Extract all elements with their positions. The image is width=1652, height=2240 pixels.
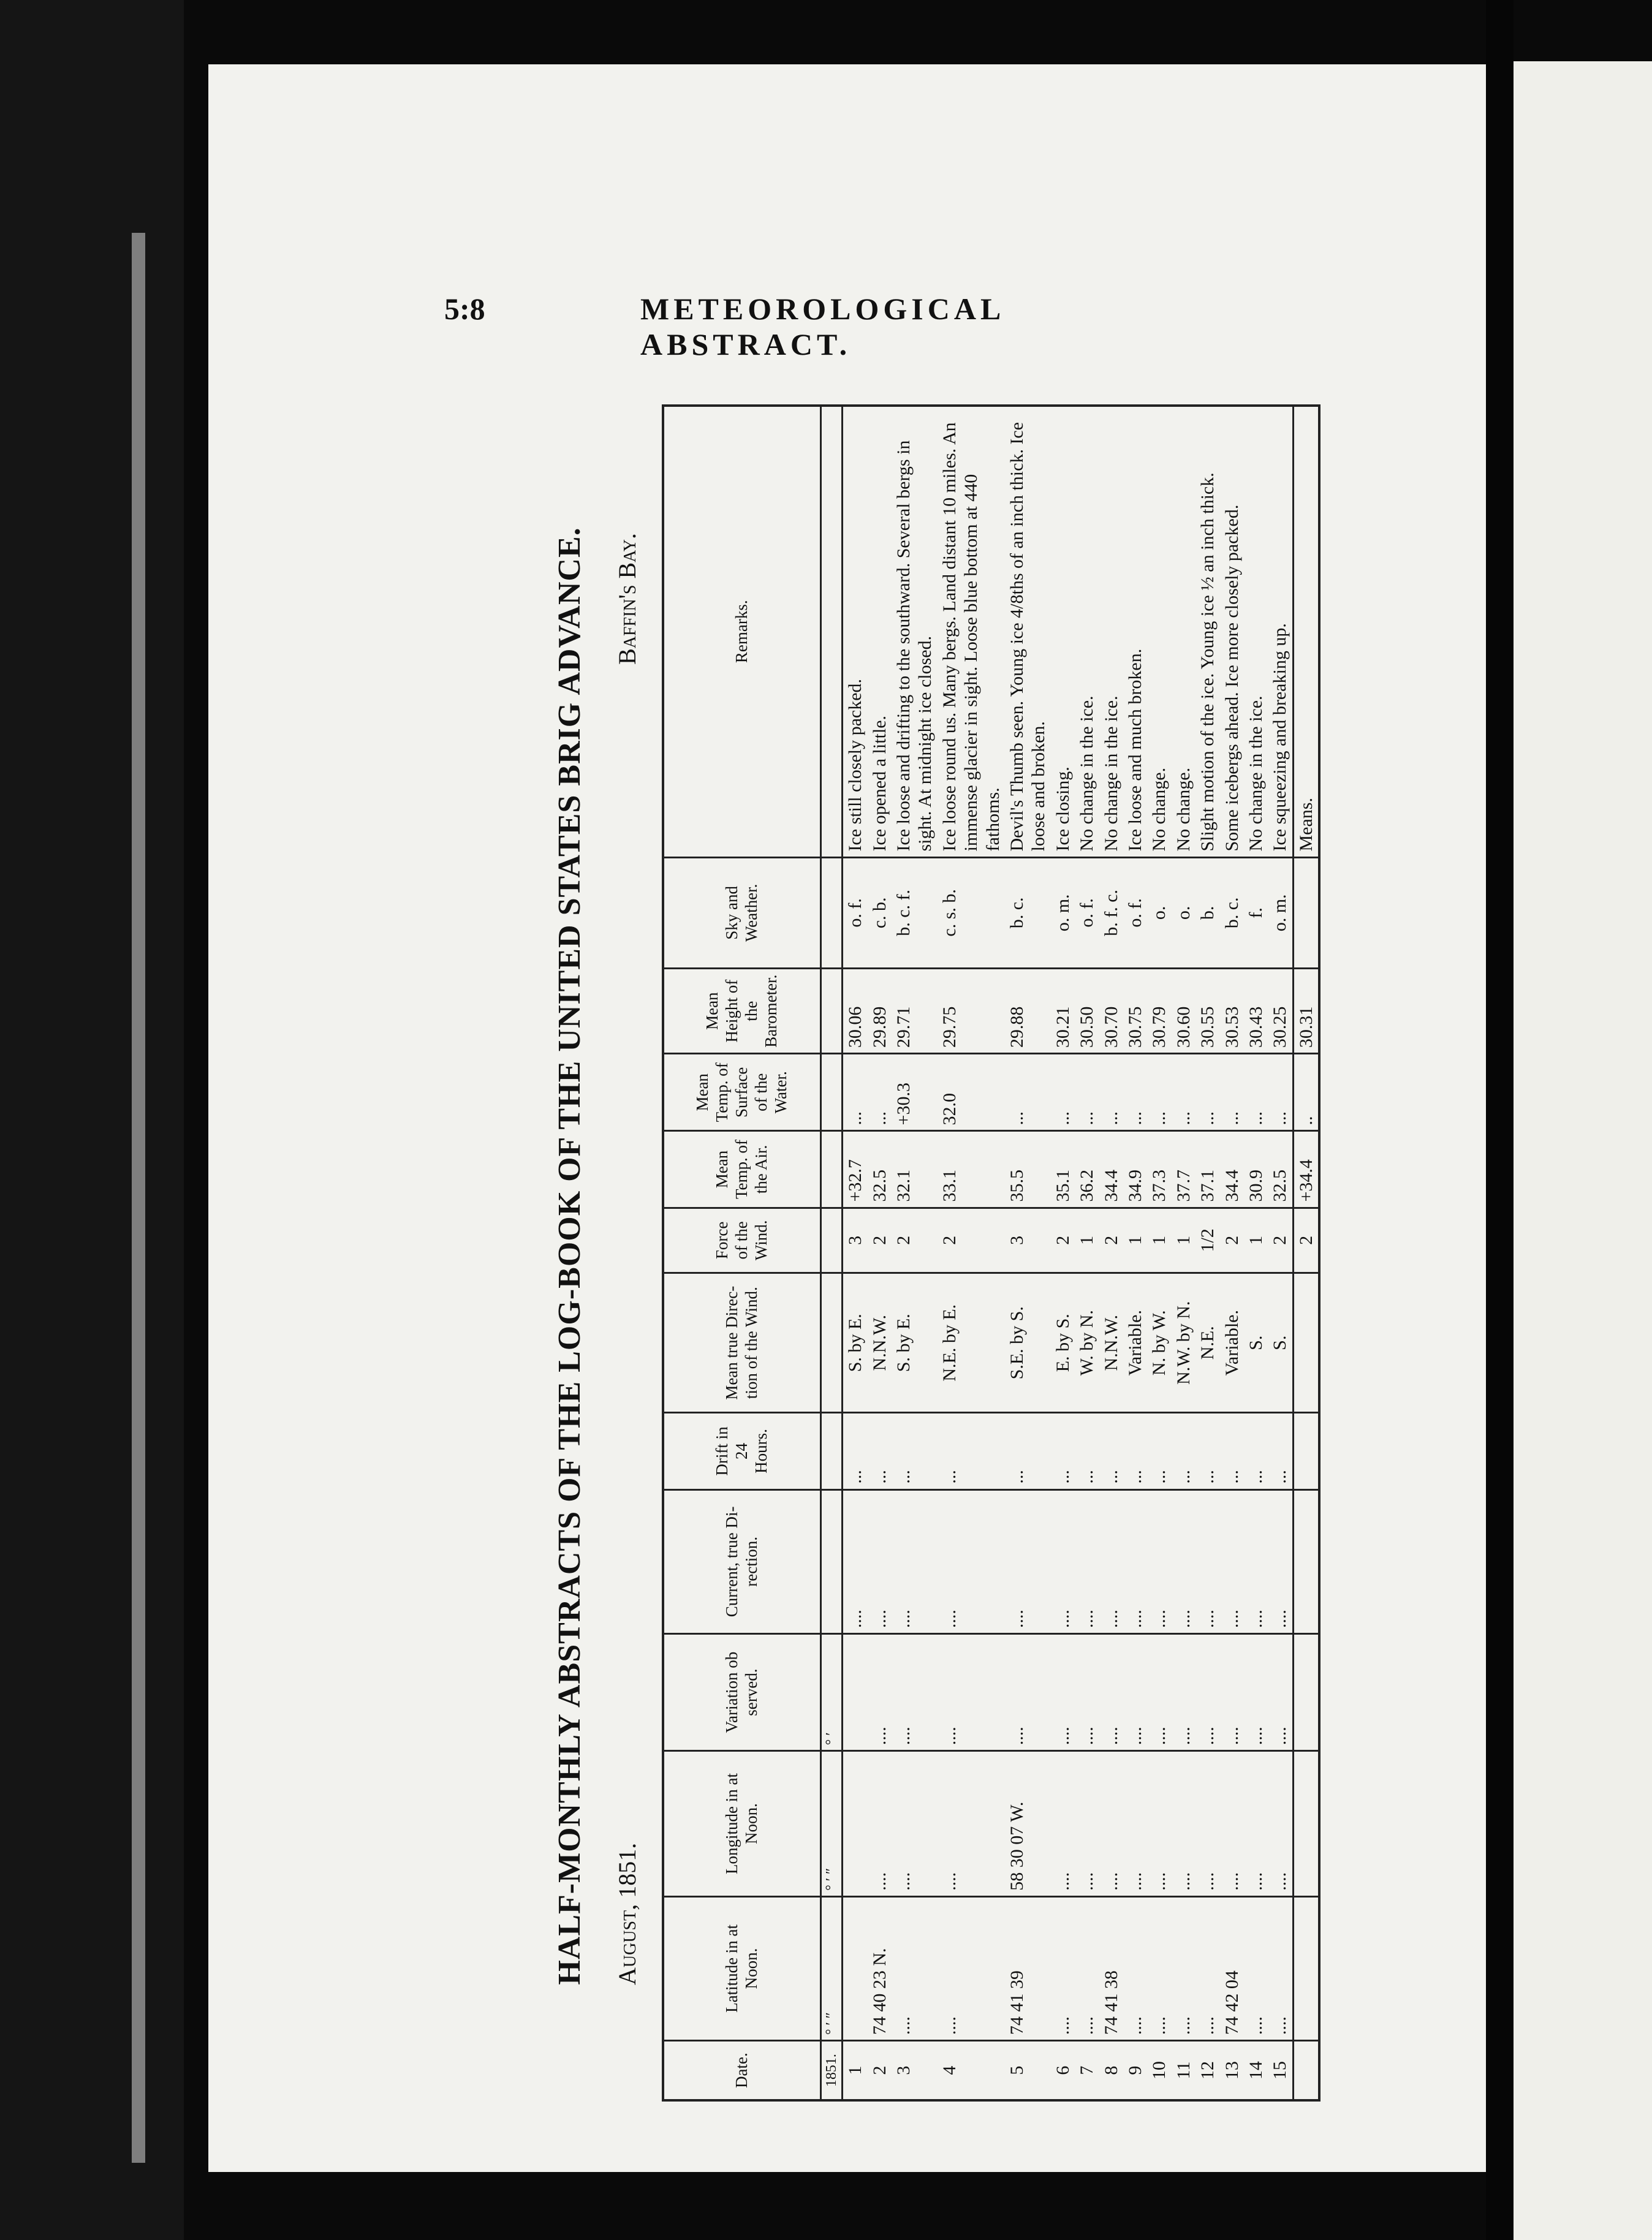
cell-drift: ... <box>1099 1413 1123 1489</box>
cell-wind-direction: S. by E. <box>843 1273 868 1413</box>
cell-remarks: Ice opened a little. <box>868 406 892 857</box>
cell-variation: .... <box>1147 1634 1171 1751</box>
cell-sky: o. m. <box>1051 857 1075 969</box>
means-row <box>1293 406 1319 2100</box>
cell-date: 15 <box>1268 2041 1293 2100</box>
cell-water-temp: ... <box>1147 1054 1171 1131</box>
cell-water-temp: ... <box>1051 1054 1075 1131</box>
cell-wind-direction: N. by W. <box>1147 1273 1171 1413</box>
cell-wind-force: 2 <box>1268 1208 1293 1273</box>
cell-remarks: Ice loose and drifting to the southward. Several bergs in sight. At midnight ice closed. <box>892 406 938 857</box>
cell-air-temp: 36.2 <box>1075 1131 1099 1208</box>
table-row <box>938 406 1005 2100</box>
cell-longitude: .... <box>892 1751 938 1896</box>
cell-current: .... <box>868 1489 892 1633</box>
cell-drift: ... <box>1244 1413 1268 1489</box>
unit-lon: ° ′ ″ <box>821 1751 843 1896</box>
running-title: METEOROLOGICAL ABSTRACT. <box>640 292 1004 361</box>
col-barometer: Mean Height of the Barometer. <box>663 969 821 1054</box>
cell-barometer: 30.43 <box>1244 969 1268 1054</box>
cell-wind-force: 1 <box>1075 1208 1099 1273</box>
cell-date: 12 <box>1195 2041 1219 2100</box>
col-drift: Drift in 24 Hours. <box>663 1413 821 1489</box>
cell-drift: ... <box>1005 1413 1051 1489</box>
cell-drift: ... <box>1075 1413 1099 1489</box>
cell-drift: ... <box>1220 1413 1244 1489</box>
cell-current: .... <box>1099 1489 1123 1633</box>
col-date: Date. <box>663 2041 821 2100</box>
cell-remarks: Ice loose and much broken. <box>1123 406 1147 857</box>
mean-water: .. <box>1293 1054 1319 1131</box>
cell-wind-force: 2 <box>1099 1208 1123 1273</box>
cell-sky: o. <box>1147 857 1171 969</box>
cell-water-temp: ... <box>1099 1054 1123 1131</box>
cell-current: .... <box>1268 1489 1293 1633</box>
cell-wind-force: 1 <box>1172 1208 1195 1273</box>
table-row <box>1147 406 1171 2100</box>
cell-longitude: .... <box>1172 1751 1195 1896</box>
cell-current: .... <box>843 1489 868 1633</box>
col-latitude: Latitude in at Noon. <box>663 1896 821 2040</box>
cell-remarks: No change in the ice. <box>1075 406 1099 857</box>
cell-latitude: .... <box>938 1896 1005 2040</box>
cell-date: 10 <box>1147 2041 1171 2100</box>
cell-date: 13 <box>1220 2041 1244 2100</box>
rotated-table-block <box>551 374 1316 2138</box>
unit-var: ° ′ <box>821 1634 843 1751</box>
page-number: 5:8 <box>444 292 485 326</box>
cell-latitude: .... <box>1244 1896 1268 2040</box>
cell-sky: o. f. <box>1075 857 1099 969</box>
cell-remarks: Ice still closely packed. <box>843 406 868 857</box>
cell-air-temp: 37.7 <box>1172 1131 1195 1208</box>
cell-current: .... <box>1244 1489 1268 1633</box>
cell-date: 8 <box>1099 2041 1123 2100</box>
table-row <box>843 406 868 2100</box>
cell-drift: ... <box>892 1413 938 1489</box>
cell-drift: ... <box>1195 1413 1219 1489</box>
col-wind-direction: Mean true Direc- tion of the Wind. <box>663 1273 821 1413</box>
cell-latitude: .... <box>1123 1896 1147 2040</box>
cell-wind-force: 1/2 <box>1195 1208 1219 1273</box>
cell-latitude: .... <box>1147 1896 1171 2040</box>
cell-wind-direction: S. <box>1244 1273 1268 1413</box>
cell-barometer: 29.88 <box>1005 969 1051 1054</box>
cell-current: .... <box>1195 1489 1219 1633</box>
cell-longitude: .... <box>1195 1751 1219 1896</box>
cell-air-temp: 34.4 <box>1220 1131 1244 1208</box>
cell-sky: b. f. c. <box>1099 857 1123 969</box>
cell-current: .... <box>1005 1489 1051 1633</box>
cell-remarks: Ice closing. <box>1051 406 1075 857</box>
unit-lat: ° ′ ″ <box>821 1896 843 2040</box>
log-table <box>662 404 1320 2102</box>
cell-remarks: Devil's Thumb seen. Young ice 4/8ths of an inch thick. Ice loose and broken. <box>1005 406 1051 857</box>
cell-water-temp: ... <box>1123 1054 1147 1131</box>
cell-remarks: Some icebergs ahead. Ice more closely packed. <box>1220 406 1244 857</box>
cell-variation: .... <box>938 1634 1005 1751</box>
cell-remarks: No change. <box>1172 406 1195 857</box>
cell-wind-direction: Variable. <box>1123 1273 1147 1413</box>
cell-barometer: 30.70 <box>1099 969 1123 1054</box>
cell-air-temp: 30.9 <box>1244 1131 1268 1208</box>
cell-wind-direction: N.N.W. <box>1099 1273 1123 1413</box>
facing-page-edge <box>1514 61 1652 2240</box>
cell-date: 7 <box>1075 2041 1099 2100</box>
cell-water-temp: ... <box>1244 1054 1268 1131</box>
cell-drift: ... <box>1172 1413 1195 1489</box>
cell-drift: ... <box>1051 1413 1075 1489</box>
cell-latitude: 74 41 39 <box>1005 1896 1051 2040</box>
cell-wind-direction: N.E. <box>1195 1273 1219 1413</box>
cell-latitude: .... <box>1075 1896 1099 2040</box>
cell-longitude: .... <box>1051 1751 1075 1896</box>
cell-current: .... <box>1172 1489 1195 1633</box>
cell-variation: .... <box>1051 1634 1075 1751</box>
col-longitude: Longitude in at Noon. <box>663 1751 821 1896</box>
cell-wind-direction: N.E. by E. <box>938 1273 1005 1413</box>
table-row <box>892 406 938 2100</box>
cell-water-temp: ... <box>1268 1054 1293 1131</box>
cell-latitude: 74 40 23 N. <box>868 1896 892 2040</box>
cell-barometer: 30.79 <box>1147 969 1171 1054</box>
cell-air-temp: 35.1 <box>1051 1131 1075 1208</box>
cell-sky: o. f. <box>843 857 868 969</box>
cell-sky: o. m. <box>1268 857 1293 969</box>
table-title: HALF-MONTHLY ABSTRACTS OF THE LOG-BOOK OF THE UNITED STATES BRIG ADVANCE. <box>552 527 587 1985</box>
cell-barometer: 30.50 <box>1075 969 1099 1054</box>
cell-wind-direction: S.E. by S. <box>1005 1273 1051 1413</box>
cell-sky: b. <box>1195 857 1219 969</box>
cell-sky: o. f. <box>1123 857 1147 969</box>
page-header <box>254 291 1161 361</box>
cell-wind-force: 1 <box>1244 1208 1268 1273</box>
table-row <box>1051 406 1075 2100</box>
cell-date: 9 <box>1123 2041 1147 2100</box>
table-row <box>1195 406 1219 2100</box>
col-wind-force: Force of the Wind. <box>663 1208 821 1273</box>
cell-wind-direction: N.W. by N. <box>1172 1273 1195 1413</box>
col-sky: Sky and Weather. <box>663 857 821 969</box>
col-remarks: Remarks. <box>663 406 821 857</box>
cell-barometer: 29.89 <box>868 969 892 1054</box>
cell-air-temp: 32.5 <box>868 1131 892 1208</box>
cell-wind-direction: E. by S. <box>1051 1273 1075 1413</box>
cell-latitude: 74 42 04 <box>1220 1896 1244 2040</box>
cell-variation: .... <box>1005 1634 1051 1751</box>
table-row <box>1005 406 1051 2100</box>
cell-air-temp: 35.5 <box>1005 1131 1051 1208</box>
cell-date: 5 <box>1005 2041 1051 2100</box>
cell-water-temp: ... <box>1005 1054 1051 1131</box>
cell-current: .... <box>1123 1489 1147 1633</box>
cell-drift: ... <box>1147 1413 1171 1489</box>
book-spine <box>0 0 184 2240</box>
cell-sky: f. <box>1244 857 1268 969</box>
cell-longitude: .... <box>868 1751 892 1896</box>
table-row <box>1244 406 1268 2100</box>
cell-current: .... <box>938 1489 1005 1633</box>
cell-date: 11 <box>1172 2041 1195 2100</box>
cell-barometer: 30.75 <box>1123 969 1147 1054</box>
cell-air-temp: 33.1 <box>938 1131 1005 1208</box>
cell-drift: ... <box>868 1413 892 1489</box>
cell-remarks: No change. <box>1147 406 1171 857</box>
cell-sky: b. c. f. <box>892 857 938 969</box>
cell-variation: .... <box>1123 1634 1147 1751</box>
cell-variation: .... <box>892 1634 938 1751</box>
cell-variation: .... <box>1244 1634 1268 1751</box>
cell-variation: .... <box>1268 1634 1293 1751</box>
cell-air-temp: 37.1 <box>1195 1131 1219 1208</box>
cell-variation: .... <box>1075 1634 1099 1751</box>
cell-variation: .... <box>868 1634 892 1751</box>
cell-latitude: .... <box>1195 1896 1219 2040</box>
cell-air-temp: +32.7 <box>843 1131 868 1208</box>
cell-wind-force: 1 <box>1123 1208 1147 1273</box>
cell-date: 14 <box>1244 2041 1268 2100</box>
cell-water-temp: ... <box>1220 1054 1244 1131</box>
cell-wind-force: 3 <box>843 1208 868 1273</box>
cell-variation: .... <box>1220 1634 1244 1751</box>
cell-drift: ... <box>1123 1413 1147 1489</box>
cell-wind-force: 2 <box>938 1208 1005 1273</box>
cell-barometer: 29.71 <box>892 969 938 1054</box>
cell-sky: c. b. <box>868 857 892 969</box>
cell-barometer: 30.21 <box>1051 969 1075 1054</box>
mean-barometer: 30.31 <box>1293 969 1319 1054</box>
table-row <box>1268 406 1293 2100</box>
cell-longitude: .... <box>1220 1751 1244 1896</box>
cell-water-temp: ... <box>1195 1054 1219 1131</box>
cell-latitude <box>843 1896 868 2040</box>
units-row <box>821 406 843 2100</box>
cell-current: .... <box>1147 1489 1171 1633</box>
cell-remarks: Ice loose round us. Many bergs. Land distant 10 miles. An immense glacier in sight. Loose blue bottom at 440 fathoms. <box>938 406 1005 857</box>
cell-date: 4 <box>938 2041 1005 2100</box>
table-row <box>1172 406 1195 2100</box>
cell-barometer: 30.53 <box>1220 969 1244 1054</box>
cell-drift: ... <box>1268 1413 1293 1489</box>
cell-longitude: .... <box>938 1751 1005 1896</box>
col-water-temp: Mean Temp. of Surface of the Water. <box>663 1054 821 1131</box>
unit-date: 1851. <box>821 2041 843 2100</box>
mean-air: +34.4 <box>1293 1131 1319 1208</box>
cell-remarks: No change in the ice. <box>1099 406 1123 857</box>
cell-latitude: 74 41 38 <box>1099 1896 1123 2040</box>
cell-current: .... <box>1220 1489 1244 1633</box>
cell-wind-direction: S. <box>1268 1273 1293 1413</box>
table-row <box>1099 406 1123 2100</box>
table-row <box>1220 406 1244 2100</box>
cell-wind-force: 3 <box>1005 1208 1051 1273</box>
col-variation: Variation ob served. <box>663 1634 821 1751</box>
cell-barometer: 30.25 <box>1268 969 1293 1054</box>
cell-latitude: .... <box>892 1896 938 2040</box>
cell-water-temp: ... <box>1172 1054 1195 1131</box>
cell-sky: c. s. b. <box>938 857 1005 969</box>
cell-drift: ... <box>938 1413 1005 1489</box>
cell-wind-force: 2 <box>1220 1208 1244 1273</box>
table-row <box>1123 406 1147 2100</box>
col-air-temp: Mean Temp. of the Air. <box>663 1131 821 1208</box>
cell-latitude: .... <box>1051 1896 1075 2040</box>
cell-water-temp: ... <box>843 1054 868 1131</box>
cell-remarks: Slight motion of the ice. Young ice ½ an inch thick. <box>1195 406 1219 857</box>
cell-date: 2 <box>868 2041 892 2100</box>
cell-wind-direction: Variable. <box>1220 1273 1244 1413</box>
cell-longitude <box>843 1751 868 1896</box>
cell-barometer: 30.55 <box>1195 969 1219 1054</box>
cell-wind-force: 2 <box>868 1208 892 1273</box>
page-gutter <box>1486 0 1514 2240</box>
cell-date: 1 <box>843 2041 868 2100</box>
cell-variation <box>843 1634 868 1751</box>
cell-wind-force: 1 <box>1147 1208 1171 1273</box>
cell-air-temp: 34.9 <box>1123 1131 1147 1208</box>
col-current: Current, true Di- rection. <box>663 1489 821 1633</box>
cell-longitude: .... <box>1147 1751 1171 1896</box>
cell-water-temp: ... <box>1075 1054 1099 1131</box>
cell-barometer: 30.06 <box>843 969 868 1054</box>
cell-air-temp: 37.3 <box>1147 1131 1171 1208</box>
cell-water-temp: 32.0 <box>938 1054 1005 1131</box>
cell-longitude: .... <box>1123 1751 1147 1896</box>
cell-sky: o. <box>1172 857 1195 969</box>
cell-water-temp: ... <box>868 1054 892 1131</box>
cell-air-temp: 32.1 <box>892 1131 938 1208</box>
cell-latitude: .... <box>1172 1896 1195 2040</box>
cell-remarks: Ice squeezing and breaking up. <box>1268 406 1293 857</box>
cell-barometer: 29.75 <box>938 969 1005 1054</box>
month-label: August, 1851. <box>613 1842 641 1985</box>
cell-longitude: .... <box>1075 1751 1099 1896</box>
cell-variation: .... <box>1195 1634 1219 1751</box>
cell-current: .... <box>1075 1489 1099 1633</box>
cell-longitude: .... <box>1244 1751 1268 1896</box>
cell-date: 6 <box>1051 2041 1075 2100</box>
table-row <box>868 406 892 2100</box>
cell-wind-direction: W. by N. <box>1075 1273 1099 1413</box>
means-label: Means. <box>1293 406 1319 857</box>
cell-variation: .... <box>1172 1634 1195 1751</box>
column-headers <box>663 406 821 2100</box>
cell-longitude: 58 30 07 W. <box>1005 1751 1051 1896</box>
cell-air-temp: 32.5 <box>1268 1131 1293 1208</box>
cell-latitude: .... <box>1268 1896 1293 2040</box>
mean-force: 2 <box>1293 1208 1319 1273</box>
cell-air-temp: 34.4 <box>1099 1131 1123 1208</box>
cell-longitude: .... <box>1099 1751 1123 1896</box>
cell-wind-force: 2 <box>1051 1208 1075 1273</box>
cell-longitude: .... <box>1268 1751 1293 1896</box>
cell-drift: ... <box>843 1413 868 1489</box>
cell-remarks: No change in the ice. <box>1244 406 1268 857</box>
cell-sky: b. c. <box>1220 857 1244 969</box>
place-label: Baffin's Bay. <box>613 533 641 665</box>
cell-sky: b. c. <box>1005 857 1051 969</box>
cell-barometer: 30.60 <box>1172 969 1195 1054</box>
cell-current: .... <box>892 1489 938 1633</box>
cell-wind-force: 2 <box>892 1208 938 1273</box>
cell-variation: .... <box>1099 1634 1123 1751</box>
cell-current: .... <box>1051 1489 1075 1633</box>
cell-wind-direction: S. by E. <box>892 1273 938 1413</box>
table-row <box>1075 406 1099 2100</box>
spine-edge <box>132 233 145 2163</box>
cell-wind-direction: N.N.W. <box>868 1273 892 1413</box>
cell-date: 3 <box>892 2041 938 2100</box>
cell-water-temp: +30.3 <box>892 1054 938 1131</box>
